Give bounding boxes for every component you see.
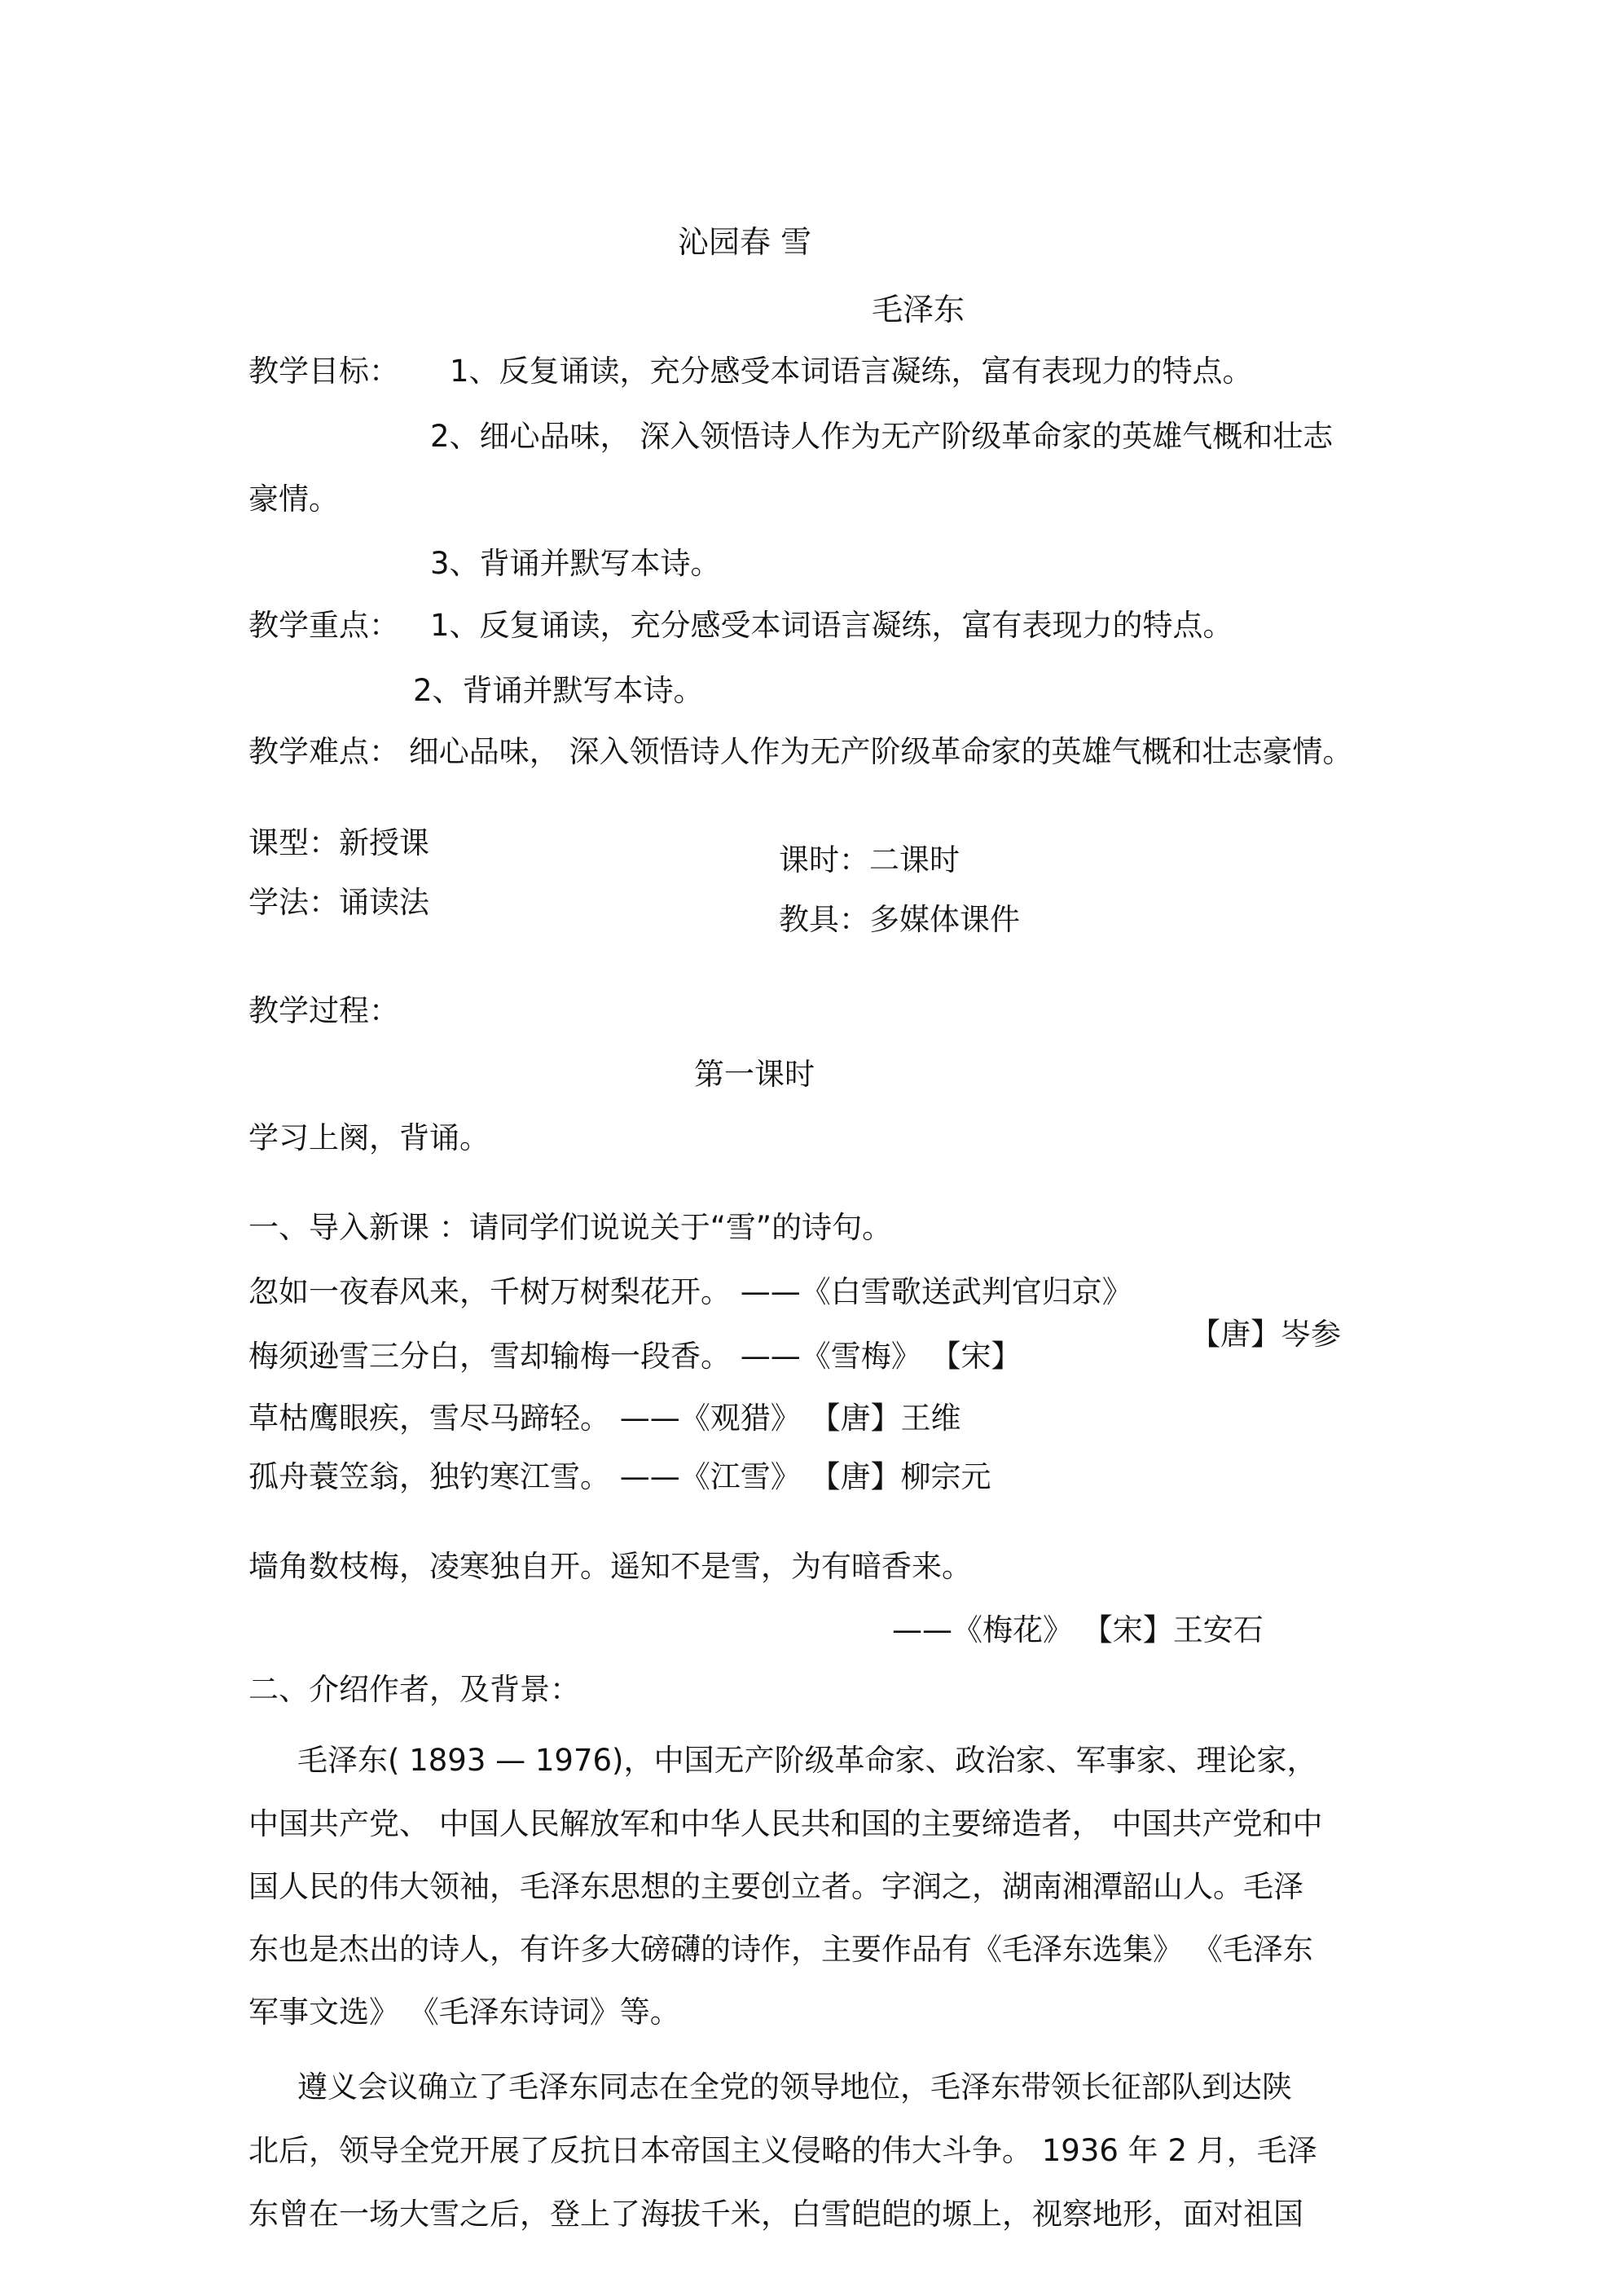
section-1-heading: 一、导入新课 ：请同学们说说关于“雪”的诗句。 <box>248 1210 893 1245</box>
learning-method: 学法：诵读法 <box>248 885 429 920</box>
document-title: 沁园春 雪 <box>678 224 812 260</box>
teaching-tools: 教具：多媒体课件 <box>779 902 1020 937</box>
lesson-period: 课时：二课时 <box>779 842 960 877</box>
poem-line-1: 忽如一夜春风来，千树万树梨花开。 ——《白雪歌送武判官归京》 <box>248 1274 1132 1309</box>
section-2-heading: 二、介绍作者，及背景： <box>248 1672 580 1707</box>
poem-line-4: 孤舟蓑笠翁，独钓寒江雪。 ——《江雪》 【唐】柳宗元 <box>248 1459 991 1494</box>
author-bio-line-5: 军事文选》 《毛泽东诗词》等。 <box>248 1995 680 2030</box>
key-point-1: 1、反复诵读，充分感受本词语言凝练，富有表现力的特点。 <box>430 608 1233 643</box>
poem-line-5: 墙角数枝梅，凌寒独自开。遥知不是雪，为有暗香来。 <box>248 1549 972 1584</box>
difficulty-line: 教学难点： 细心品味， 深入领悟诗人作为无产阶级革命家的英雄气概和壮志豪情。 <box>248 734 1353 769</box>
objectives-label: 教学目标： <box>248 354 399 389</box>
author-bio-line-1: 毛泽东( 1893 — 1976)，中国无产阶级革命家、政治家、军事家、理论家， <box>297 1743 1317 1778</box>
author-bio-line-4: 东也是杰出的诗人，有许多大磅礴的诗作，主要作品有《毛泽东选集》 《毛泽东 <box>248 1932 1313 1967</box>
lesson-type: 课型：新授课 <box>248 825 429 860</box>
background-line-3: 东曾在一场大雪之后，登上了海拔千米，白雪皑皑的塬上，视察地形，面对祖国 <box>248 2197 1303 2232</box>
author-bio-line-2: 中国共产党、 中国人民解放军和中华人民共和国的主要缔造者， 中国共产党和中 <box>248 1806 1323 1841</box>
poem-line-5-source: ——《梅花》 【宋】王安石 <box>892 1612 1264 1647</box>
key-points-label: 教学重点： <box>248 608 399 643</box>
objective-1: 1、反复诵读，充分感受本词语言凝练，富有表现力的特点。 <box>450 354 1253 389</box>
process-label: 教学过程： <box>248 993 399 1028</box>
background-line-1: 遵义会议确立了毛泽东同志在全党的领导地位，毛泽东带领长征部队到达陕 <box>297 2069 1292 2105</box>
objective-2-line2: 豪情。 <box>248 482 339 517</box>
author-bio-line-3: 国人民的伟大领袖，毛泽东思想的主要创立者。字润之，湖南湘潭韶山人。毛泽 <box>248 1869 1303 1904</box>
poem-line-3: 草枯鹰眼疾，雪尽马蹄轻。 ——《观猎》 【唐】王维 <box>248 1401 961 1436</box>
key-point-2: 2、背诵并默写本诗。 <box>413 673 704 708</box>
objective-2-line1: 2、细心品味， 深入领悟诗人作为无产阶级革命家的英雄气概和壮志 <box>430 419 1334 454</box>
author-name: 毛泽东 <box>872 292 965 328</box>
objective-3: 3、背诵并默写本诗。 <box>430 546 721 581</box>
poem-line-1-author: 【唐】岑参 <box>1190 1317 1341 1352</box>
poem-line-2: 梅须逊雪三分白，雪却输梅一段香。 ——《雪梅》 【宋】 <box>248 1339 1022 1374</box>
first-period-task: 学习上阕，背诵。 <box>248 1120 490 1155</box>
background-line-2: 北后，领导全党开展了反抗日本帝国主义侵略的伟大斗争。 1936 年 2 月，毛泽 <box>248 2133 1317 2168</box>
first-period-heading: 第一课时 <box>694 1057 815 1092</box>
